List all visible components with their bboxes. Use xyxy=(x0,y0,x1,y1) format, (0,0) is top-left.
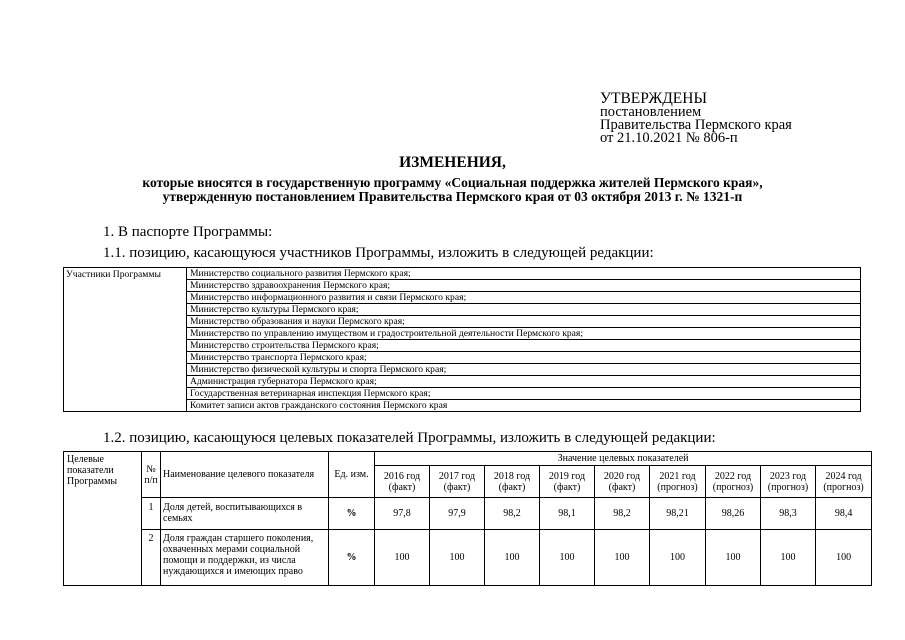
year-label: 2016 год xyxy=(383,470,421,482)
indicator-value: 100 xyxy=(430,530,485,586)
year-header xyxy=(595,466,650,498)
participants-table xyxy=(63,267,861,412)
section-heading: 1.1. позицию, касающуюся участников Программы, изложить в следующей редакции: xyxy=(103,245,654,261)
indicator-value: 100 xyxy=(816,530,872,586)
indicator-value: 100 xyxy=(706,530,761,586)
year-kind: (прогноз) xyxy=(767,481,809,493)
values-header: Значение целевых показателей xyxy=(375,452,872,466)
year-header xyxy=(430,466,485,498)
row-number: 2 xyxy=(142,530,161,586)
participant-item: Министерство образования и науки Пермского края; xyxy=(187,316,861,328)
indicator-value: 97,9 xyxy=(430,498,485,530)
indicator-value: 98,26 xyxy=(706,498,761,530)
indicator-value: 98,21 xyxy=(650,498,706,530)
table-row xyxy=(64,530,872,586)
indicator-unit: % xyxy=(329,530,375,586)
year-label: 2018 год xyxy=(493,470,531,482)
indicator-value: 100 xyxy=(485,530,540,586)
subtitle-line: утвержденную постановлением Правительства Пермского края от 03 октября 2013 г. № 1321-п xyxy=(162,189,743,204)
section-heading: 1. В паспорте Программы: xyxy=(103,224,273,240)
year-kind: (факт) xyxy=(498,481,526,493)
document-subtitle xyxy=(0,176,905,204)
year-header xyxy=(375,466,430,498)
year-header xyxy=(485,466,540,498)
indicator-value: 97,8 xyxy=(375,498,430,530)
participant-item: Министерство культуры Пермского края; xyxy=(187,304,861,316)
year-label: 2022 год xyxy=(714,470,752,482)
year-kind: (факт) xyxy=(608,481,636,493)
year-header xyxy=(650,466,706,498)
indicator-value: 100 xyxy=(595,530,650,586)
indicators-table xyxy=(63,451,872,586)
participant-item: Комитет записи актов гражданского состояния Пермского края xyxy=(187,400,861,412)
indicator-value: 98,4 xyxy=(816,498,872,530)
indicators-label: Целевые показатели Программы xyxy=(64,452,142,586)
row-number: 1 xyxy=(142,498,161,530)
participant-item: Администрация губернатора Пермского края; xyxy=(187,376,861,388)
indicator-value: 98,2 xyxy=(485,498,540,530)
year-label: 2023 год xyxy=(769,470,807,482)
participant-item: Министерство здравоохранения Пермского края; xyxy=(187,280,861,292)
year-kind: (факт) xyxy=(553,481,581,493)
section-heading: 1.2. позицию, касающуюся целевых показателей Программы, изложить в следующей редакции: xyxy=(103,430,716,446)
year-kind: (прогноз) xyxy=(823,481,864,493)
participant-item: Министерство информационного развития и связи Пермского края; xyxy=(187,292,861,304)
participant-item: Министерство строительства Пермского края; xyxy=(187,340,861,352)
approval-line: Правительства Пермского края xyxy=(600,117,792,133)
indicator-value: 100 xyxy=(540,530,595,586)
year-header xyxy=(816,466,872,498)
year-label: 2019 год xyxy=(548,470,586,482)
year-header xyxy=(706,466,761,498)
participants-label: Участники Программы xyxy=(64,268,187,412)
year-header xyxy=(761,466,816,498)
participant-item: Министерство транспорта Пермского края; xyxy=(187,352,861,364)
indicator-name: Доля детей, воспитывающихся в семьях xyxy=(161,498,329,530)
approval-date: от 21.10.2021 № 806-п xyxy=(600,130,738,146)
year-label: 2017 год xyxy=(438,470,476,482)
indicator-value: 100 xyxy=(375,530,430,586)
participant-item: Министерство социального развития Пермского края; xyxy=(187,268,861,280)
indicator-value: 98,1 xyxy=(540,498,595,530)
year-header xyxy=(540,466,595,498)
year-label: 2021 год xyxy=(659,470,696,482)
subtitle-line: которые вносятся в государственную программу «Социальная поддержка жителей Пермского края», xyxy=(142,175,763,190)
unit-header: Ед. изм. xyxy=(329,452,375,498)
indicator-value: 98,3 xyxy=(761,498,816,530)
table-row xyxy=(64,498,872,530)
participant-item: Министерство по управлению имуществом и градостроительной деятельности Пермского края; xyxy=(187,328,861,340)
name-header: Наименование целевого показателя xyxy=(161,452,329,498)
year-kind: (факт) xyxy=(443,481,471,493)
year-kind: (прогноз) xyxy=(657,481,698,493)
number-header: № п/п xyxy=(142,452,161,498)
indicator-name: Доля граждан старшего поколения, охваченных мерами социальной помощи и поддержки, из числа нуждающихся и имеющих право xyxy=(161,530,329,586)
indicator-unit: % xyxy=(329,498,375,530)
year-kind: (прогноз) xyxy=(712,481,754,493)
year-kind: (факт) xyxy=(388,481,416,493)
participant-item: Министерство физической культуры и спорта Пермского края; xyxy=(187,364,861,376)
document-title: ИЗМЕНЕНИЯ, xyxy=(399,154,506,171)
indicator-value: 100 xyxy=(650,530,706,586)
participant-item: Государственная ветеринарная инспекция Пермского края; xyxy=(187,388,861,400)
year-label: 2020 год xyxy=(603,470,641,482)
approval-stamp xyxy=(600,91,792,145)
indicator-value: 98,2 xyxy=(595,498,650,530)
year-label: 2024 год xyxy=(825,470,862,482)
indicator-value: 100 xyxy=(761,530,816,586)
approval-heading: УТВЕРЖДЕНЫ xyxy=(600,90,707,107)
approval-line: постановлением xyxy=(600,104,702,120)
